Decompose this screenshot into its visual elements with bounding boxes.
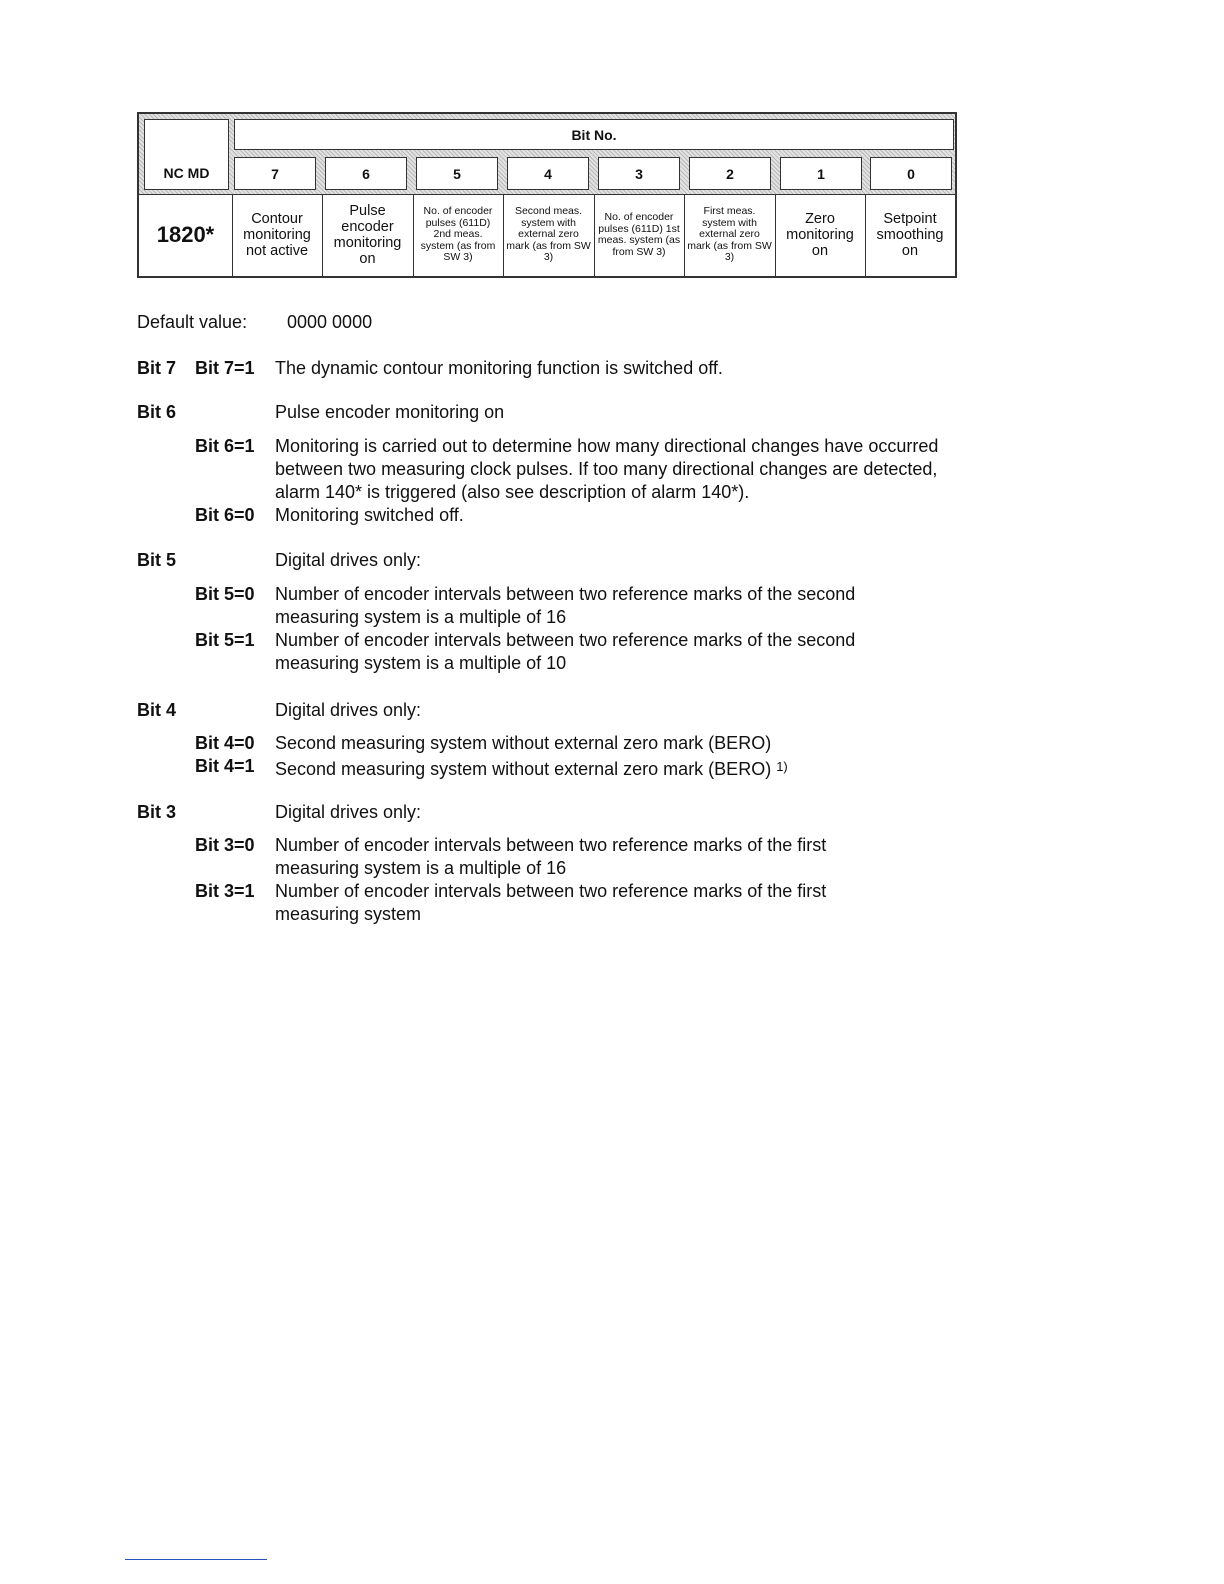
bit4-setting-1-text: Second measuring system without external zero mark (BERO)	[275, 759, 772, 779]
bit6-setting-1-text: Monitoring is carried out to determine how many directional changes have occurred between two measuring clock pulses. If too many directional changes are detected, alarm 140* is triggered (also see description of alarm 140*).	[275, 436, 939, 502]
bit1-description: Zero monitoring on	[786, 211, 854, 259]
bit2-description: First meas. system with external zero mark (as from SW 3)	[687, 205, 772, 264]
default-value-label: Default value:	[137, 312, 248, 332]
bit4-setting-1: Bit 4=1	[195, 756, 255, 776]
bit4-setting-1-line	[275, 755, 788, 781]
default-value: 0000 0000	[287, 312, 373, 332]
footnote-separator	[125, 1559, 267, 1560]
bit3-description: No. of encoder pulses (611D) 1st meas. system (as from SW 3)	[597, 211, 681, 258]
bit3-label: Bit 3	[137, 802, 177, 822]
bit6-title: Pulse encoder monitoring on	[275, 402, 505, 422]
bit5-title: Digital drives only:	[275, 550, 422, 570]
bit-table	[137, 112, 957, 278]
bit6-label: Bit 6	[137, 402, 177, 422]
bit3-setting-0: Bit 3=0	[195, 835, 255, 855]
bit3-setting-1: Bit 3=1	[195, 881, 255, 901]
bit-number-6: 6	[325, 157, 407, 190]
machine-data-number: 1820*	[156, 222, 215, 247]
bit-no-header: Bit No.	[234, 119, 954, 150]
bit5-setting-1: Bit 5=1	[195, 630, 255, 650]
bit-number-0: 0	[870, 157, 952, 190]
bit6-setting-0: Bit 6=0	[195, 505, 255, 525]
bit5-label: Bit 5	[137, 550, 177, 570]
bit4-title: Digital drives only:	[275, 700, 422, 720]
bit-number-3: 3	[598, 157, 680, 190]
table-body-row	[139, 194, 955, 276]
bit4-setting-0: Bit 4=0	[195, 733, 255, 753]
bit6-setting-0-text: Monitoring switched off.	[275, 505, 464, 525]
bit7-label: Bit 7	[137, 358, 177, 378]
bit3-setting-1-text: Number of encoder intervals between two reference marks of the first measuring system	[275, 881, 827, 924]
bit-number-2: 2	[689, 157, 771, 190]
bit5-setting-1-text: Number of encoder intervals between two reference marks of the second measuring system is a multiple of 10	[275, 630, 856, 673]
bit6-description: Pulse encoder monitoring on	[333, 203, 402, 267]
ncmd-header: NC MD	[144, 119, 229, 190]
bit4-description: Second meas. system with external zero mark (as from SW 3)	[506, 205, 591, 264]
footnote-reference: 1)	[776, 759, 788, 774]
bit3-setting-0-text: Number of encoder intervals between two reference marks of the first measuring system is a multiple of 16	[275, 835, 827, 878]
bit5-setting-0: Bit 5=0	[195, 584, 255, 604]
bit-number-1: 1	[780, 157, 862, 190]
bit-number-4: 4	[507, 157, 589, 190]
bit6-setting-1: Bit 6=1	[195, 436, 255, 456]
bit3-title: Digital drives only:	[275, 802, 422, 822]
bit5-description: No. of encoder pulses (611D) 2nd meas. system (as from SW 3)	[420, 205, 496, 264]
bit-number-5: 5	[416, 157, 498, 190]
bit-number-7: 7	[234, 157, 316, 190]
bit0-description: Setpoint smoothing on	[876, 211, 944, 259]
bit7-description: Contour monitoring not active	[243, 211, 311, 259]
bit5-setting-0-text: Number of encoder intervals between two reference marks of the second measuring system is a multiple of 16	[275, 584, 856, 627]
bit4-label: Bit 4	[137, 700, 177, 720]
bit4-setting-0-text: Second measuring system without external zero mark (BERO)	[275, 733, 772, 753]
bit7-text: The dynamic contour monitoring function is switched off.	[275, 358, 723, 378]
bit7-setting-1: Bit 7=1	[195, 358, 255, 378]
